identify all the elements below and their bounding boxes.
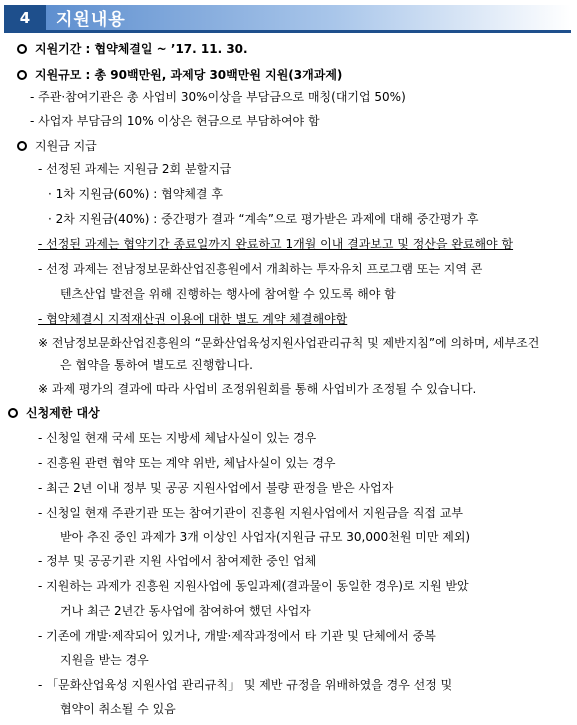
- restrict-sub-8b: 협약이 취소될 수 있음: [60, 702, 176, 716]
- section-title: 지원내용: [46, 5, 571, 30]
- payment-sub-2: - 선정된 과제는 협약기간 종료일까지 완료하고 1개월 이내 결과보고 및 정산을 완료해야 함: [38, 237, 514, 251]
- note-1b: 은 협약을 통하여 별도로 진행합니다.: [60, 358, 253, 372]
- restrict-sub-6a: - 지원하는 과제가 진흥원 지원사업에 동일과제(결과물이 동일한 경우)로 지원 받았: [38, 579, 469, 593]
- scale-item: [17, 67, 342, 83]
- circle-bullet-icon: [17, 44, 27, 54]
- payment-sub-1a: · 1차 지원금(60%) : 협약체결 후: [48, 187, 223, 201]
- payment-item: [17, 138, 97, 154]
- payment-sub-3b: 텐츠산업 발전을 위해 진행하는 행사에 참여할 수 있도록 해야 함: [60, 287, 396, 301]
- circle-bullet-icon: [8, 408, 18, 418]
- note-2: ※ 과제 평가의 결과에 따라 사업비 조정위원회를 통해 사업비가 조정될 수 있습니다.: [38, 382, 477, 396]
- payment-sub-4: - 협약체결시 지적재산권 이용에 대한 별도 계약 체결해야함: [38, 312, 348, 326]
- period-text: 지원기간 : 협약체결일 ~ ’17. 11. 30.: [35, 42, 248, 56]
- restrict-sub-5: - 정부 및 공공기관 지원 사업에서 참여제한 중인 업체: [38, 554, 317, 568]
- payment-text: 지원금 지급: [35, 139, 97, 153]
- restrict-sub-3: - 최근 2년 이내 정부 및 공공 지원사업에서 불량 판정을 받은 사업자: [38, 481, 394, 495]
- restrict-sub-2: - 진흥원 관련 협약 또는 계약 위반, 체납사실이 있는 경우: [38, 456, 336, 470]
- restrict-item: [8, 405, 100, 421]
- payment-sub-1b: · 2차 지원금(40%) : 중간평가 결과 “계속”으로 평가받은 과제에 대해 중간평가 후: [48, 212, 479, 226]
- section-number: 4: [4, 5, 46, 30]
- restrict-sub-1: - 신청일 현재 국세 또는 지방세 체납사실이 있는 경우: [38, 431, 317, 445]
- restrict-sub-7b: 지원을 받는 경우: [60, 653, 149, 667]
- restrict-sub-7a: - 기존에 개발·제작되어 있거나, 개발·제작과정에서 타 기관 및 단체에서 중복: [38, 629, 436, 643]
- note-1a: ※ 전남정보문화산업진흥원의 “문화산업육성지원사업관리규칙 및 제반지침”에 의하며, 세부조건: [38, 336, 540, 350]
- circle-bullet-icon: [17, 141, 27, 151]
- restrict-sub-4a: - 신청일 현재 주관기관 또는 참여기관이 진흥원 지원사업에서 지원금을 직접 교부: [38, 506, 464, 520]
- restrict-sub-8a: - 「문화산업육성 지원사업 관리규칙」 및 제반 규정을 위배하였을 경우 선정 및: [38, 678, 453, 692]
- scale-sub-1: - 주관·참여기관은 총 사업비 30%이상을 부담금으로 매칭(대기업 50%): [30, 90, 406, 104]
- payment-sub-1: - 선정된 과제는 지원금 2회 분할지급: [38, 162, 232, 176]
- payment-sub-3a: - 선정 과제는 전남정보문화산업진흥원에서 개최하는 투자유치 프로그램 또는 지역 콘: [38, 262, 483, 276]
- scale-text: 지원규모 : 총 90백만원, 과제당 30백만원 지원(3개과제): [35, 68, 343, 82]
- section-header: [4, 5, 571, 33]
- circle-bullet-icon: [17, 70, 27, 80]
- period-item: [17, 41, 248, 57]
- scale-sub-2: - 사업자 부담금의 10% 이상은 현금으로 부담하여야 함: [30, 114, 320, 128]
- restrict-sub-6b: 거나 최근 2년간 동사업에 참여하여 했던 사업자: [60, 604, 311, 618]
- restrict-sub-4b: 받아 추진 중인 과제가 3개 이상인 사업자(지원금 규모 30,000천원 미만 제외): [60, 530, 471, 544]
- restrict-text: 신청제한 대상: [26, 406, 100, 420]
